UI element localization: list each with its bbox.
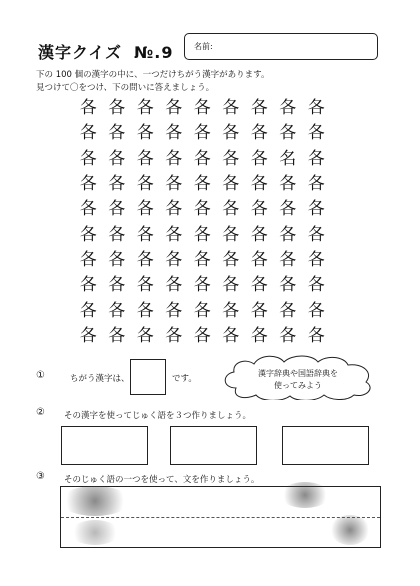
hint-line-2: 使ってみよう	[274, 381, 322, 390]
kanji-cell[interactable]: 各	[279, 123, 297, 144]
kanji-cell[interactable]: 各	[250, 148, 268, 169]
kanji-cell[interactable]: 各	[136, 275, 154, 296]
kanji-cell[interactable]: 各	[193, 275, 211, 296]
word-answer-box-2[interactable]	[170, 426, 257, 465]
kanji-cell[interactable]: 各	[108, 249, 126, 270]
word-answer-box-1[interactable]	[61, 426, 148, 465]
kanji-cell[interactable]: 各	[165, 98, 183, 119]
kanji-cell[interactable]: 各	[165, 275, 183, 296]
kanji-cell[interactable]: 各	[136, 148, 154, 169]
q1-marker: ①	[36, 370, 45, 381]
kanji-cell[interactable]: 各	[279, 275, 297, 296]
kanji-cell[interactable]: 各	[307, 148, 325, 169]
kanji-cell[interactable]: 各	[79, 123, 97, 144]
kanji-cell[interactable]: 各	[165, 148, 183, 169]
q2-marker: ②	[36, 407, 45, 418]
kanji-cell[interactable]: 各	[165, 224, 183, 245]
kanji-cell[interactable]: 各	[79, 300, 97, 321]
kanji-cell[interactable]: 各	[193, 325, 211, 346]
kanji-cell[interactable]: 名	[279, 148, 297, 169]
kanji-cell[interactable]: 各	[79, 174, 97, 195]
kanji-cell[interactable]: 各	[279, 98, 297, 119]
kanji-cell[interactable]: 各	[108, 98, 126, 119]
kanji-cell[interactable]: 各	[193, 98, 211, 119]
kanji-cell[interactable]: 各	[279, 249, 297, 270]
kanji-cell[interactable]: 各	[307, 249, 325, 270]
kanji-cell[interactable]: 各	[136, 98, 154, 119]
kanji-cell[interactable]: 各	[193, 249, 211, 270]
kanji-cell[interactable]: 各	[279, 300, 297, 321]
name-label: 名前:	[194, 42, 213, 51]
hint-cloud-text	[218, 368, 378, 392]
q3-text: そのじゅく語の一つを使って、文を作りましょう。	[64, 475, 260, 485]
kanji-cell[interactable]: 各	[79, 98, 97, 119]
kanji-cell[interactable]: 各	[250, 249, 268, 270]
kanji-cell[interactable]: 各	[279, 199, 297, 220]
q1-answer-box[interactable]	[130, 359, 166, 395]
kanji-cell[interactable]: 各	[136, 249, 154, 270]
kanji-cell[interactable]: 各	[108, 148, 126, 169]
kanji-cell[interactable]: 各	[279, 174, 297, 195]
title-text: 漢字クイズ	[38, 43, 123, 62]
instruction-line-1: 下の 100 個の漢字の中に、一つだけちがう漢字があります。	[36, 70, 270, 80]
kanji-cell[interactable]: 各	[307, 300, 325, 321]
kanji-cell[interactable]: 各	[79, 275, 97, 296]
scan-noise	[60, 486, 130, 516]
kanji-cell[interactable]: 各	[108, 325, 126, 346]
kanji-cell[interactable]: 各	[250, 275, 268, 296]
scan-noise	[330, 515, 370, 545]
kanji-cell[interactable]: 各	[222, 98, 240, 119]
kanji-cell[interactable]: 各	[222, 123, 240, 144]
kanji-cell[interactable]: 各	[193, 148, 211, 169]
kanji-cell[interactable]: 各	[307, 224, 325, 245]
kanji-cell[interactable]: 各	[307, 98, 325, 119]
kanji-cell[interactable]: 各	[136, 123, 154, 144]
kanji-cell[interactable]: 各	[307, 325, 325, 346]
kanji-cell[interactable]: 各	[79, 199, 97, 220]
hint-line-1: 漢字辞典や国語辞典を	[258, 369, 338, 378]
kanji-cell[interactable]: 各	[79, 249, 97, 270]
kanji-cell[interactable]: 各	[250, 300, 268, 321]
kanji-cell[interactable]: 各	[165, 249, 183, 270]
kanji-cell[interactable]: 各	[250, 224, 268, 245]
kanji-cell[interactable]: 各	[222, 325, 240, 346]
kanji-cell[interactable]: 各	[108, 174, 126, 195]
kanji-cell[interactable]: 各	[222, 224, 240, 245]
kanji-cell[interactable]: 各	[193, 174, 211, 195]
kanji-cell[interactable]: 各	[193, 300, 211, 321]
kanji-cell[interactable]: 各	[307, 123, 325, 144]
scan-noise	[280, 482, 330, 508]
kanji-cell[interactable]: 各	[307, 275, 325, 296]
kanji-cell[interactable]: 各	[222, 275, 240, 296]
kanji-cell[interactable]: 各	[250, 98, 268, 119]
writing-guide-line	[61, 517, 380, 518]
kanji-cell[interactable]: 各	[250, 123, 268, 144]
kanji-cell[interactable]: 各	[108, 275, 126, 296]
q3-marker: ③	[36, 471, 45, 482]
kanji-cell[interactable]: 各	[193, 123, 211, 144]
kanji-cell[interactable]: 各	[279, 325, 297, 346]
kanji-cell[interactable]: 各	[279, 224, 297, 245]
kanji-cell[interactable]: 各	[165, 325, 183, 346]
kanji-cell[interactable]: 各	[108, 300, 126, 321]
kanji-cell[interactable]: 各	[222, 249, 240, 270]
kanji-cell[interactable]: 各	[222, 199, 240, 220]
q1-prefix: ちがう漢字は、	[70, 374, 130, 384]
kanji-cell[interactable]: 各	[136, 325, 154, 346]
kanji-cell[interactable]: 各	[136, 300, 154, 321]
kanji-cell[interactable]: 各	[307, 199, 325, 220]
kanji-cell[interactable]: 各	[222, 174, 240, 195]
kanji-cell[interactable]: 各	[250, 199, 268, 220]
quiz-title	[38, 40, 174, 63]
kanji-cell[interactable]: 各	[165, 174, 183, 195]
kanji-cell[interactable]: 各	[307, 174, 325, 195]
kanji-cell[interactable]: 各	[108, 199, 126, 220]
word-answer-box-3[interactable]	[282, 426, 369, 465]
kanji-cell[interactable]: 各	[136, 224, 154, 245]
kanji-cell[interactable]: 各	[165, 300, 183, 321]
scan-noise	[70, 520, 120, 545]
kanji-cell[interactable]: 各	[108, 224, 126, 245]
kanji-cell[interactable]: 各	[79, 224, 97, 245]
name-field[interactable]	[184, 33, 378, 60]
kanji-cell[interactable]: 各	[222, 300, 240, 321]
kanji-cell[interactable]: 各	[193, 224, 211, 245]
kanji-cell[interactable]: 各	[250, 174, 268, 195]
kanji-cell[interactable]: 各	[165, 123, 183, 144]
q2-text: その漢字を使ってじゅく語を３つ作りましょう。	[64, 411, 252, 421]
kanji-grid	[74, 93, 331, 346]
kanji-cell[interactable]: 各	[79, 148, 97, 169]
kanji-cell[interactable]: 各	[193, 199, 211, 220]
q1-suffix: です。	[172, 374, 197, 384]
quiz-number: №.9	[134, 43, 174, 62]
kanji-cell[interactable]: 各	[136, 199, 154, 220]
instruction-line-2: 見つけて〇をつけ、下の問いに答えましょう。	[36, 82, 215, 93]
kanji-cell[interactable]: 各	[222, 148, 240, 169]
kanji-cell[interactable]: 各	[165, 199, 183, 220]
kanji-cell[interactable]: 各	[250, 325, 268, 346]
instructions	[36, 69, 376, 94]
kanji-cell[interactable]: 各	[136, 174, 154, 195]
kanji-cell[interactable]: 各	[79, 325, 97, 346]
kanji-cell[interactable]: 各	[108, 123, 126, 144]
